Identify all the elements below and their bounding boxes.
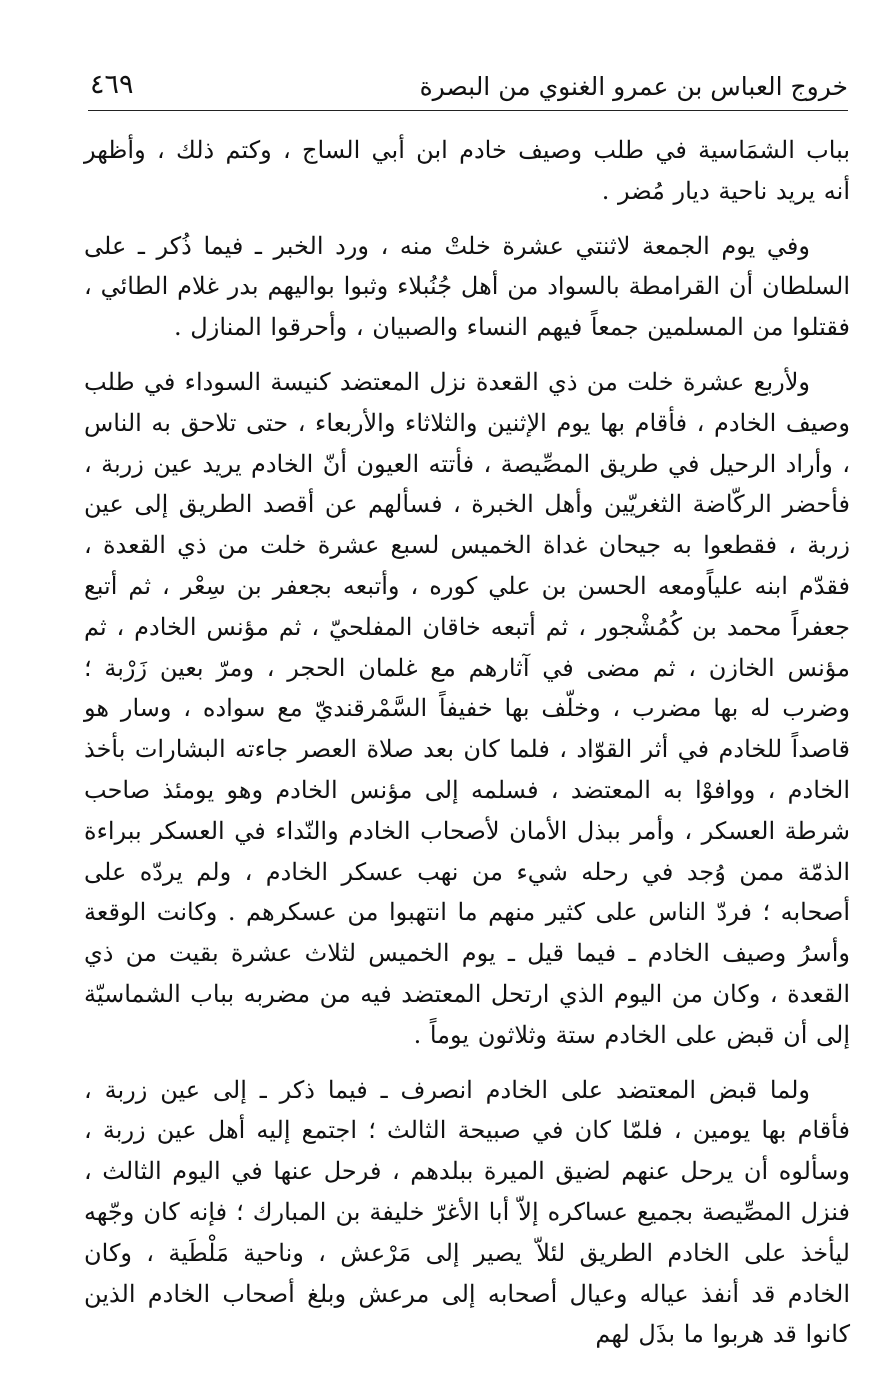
page-number: ٤٦٩ <box>90 69 134 100</box>
header-divider <box>88 110 848 111</box>
paragraph-continuation: بباب الشمَاسية في طلب وصيف خادم ابن أبي الساج ، وكتم ذلك ، وأظهر أنه يريد ناحية ديار مُضر . <box>84 136 850 205</box>
paragraph: ولما قبض المعتضد على الخادم انصرف ـ فيما ذكر ـ إلى عين زربة ، فأقام بها يومين ، فلمّا كان في صبيحة الثالث ؛ اجتمع إليه أهل عين زربة ، وسألوه أن يرحل عنهم لضيق الميرة ببلدهم ، فرحل عنها في اليوم الثالث ، فنزل المصِّيصة بجميع عساكره إلاّ أبا الأغرّ خليفة بن المبارك ؛ فإنه كان وجّهه ليأخذ على الخادم الطريق لئلاّ يصير إلى مَرْعش ، وناحية مَلْطَية ، وكان الخادم قد أنفذ عياله وعيال أصحابه إلى مرعش وبلغ أصحاب الخادم الذين كانوا قد هربوا ما بذَل لهم <box>84 1075 850 1349</box>
running-header <box>88 64 848 110</box>
body-text <box>84 130 850 1355</box>
paragraph: وفي يوم الجمعة لاثنتي عشرة خلتْ منه ، ورد الخبر ـ فيما ذُكر ـ على السلطان أن القرامطة بالسواد من أهل جُنُبلاء وثبوا بواليهم بدر غلام الطائي ، فقتلوا من المسلمين جمعاً فيهم النساء والصبيان ، وأحرقوا المنازل . <box>84 231 850 342</box>
paragraph: ولأربع عشرة خلت من ذي القعدة نزل المعتضد كنيسة السوداء في طلب وصيف الخادم ، فأقام بها يوم الإثنين والثلاثاء والأربعاء ، حتى تلاحق به الناس ، وأراد الرحيل في طريق المصِّيصة ، فأتته العيون أنّ الخادم يريد عين زربة ، فأحضر الركّاضة الثغريّين وأهل الخبرة ، فسألهم عن أقصد الطريق إلى عين زربة ، فقطعوا به جيحان غداة الخميس لسبع عشرة خلت من ذي القعدة ، فقدّم ابنه علياًومعه الحسن بن علي كوره ، وأتبعه بجعفر بن سِعْر ، ثم أتبع جعفراً محمد بن كُمُشْجور ، ثم أتبعه خاقان المفلحيّ ، ثم مؤنس الخادم ، ثم مؤنس الخازن ، ثم مضى في آثارهم مع غلمان الحجر ، ومرّ بعين زَرْبة ؛ وضرب له بها مضرب ، وخلّف بها خفيفاً السَّمْرقنديّ مع سواده ، وسار هو قاصداً للخادم في أثر القوّاد ، فلما كان بعد صلاة العصر جاءته البشارات بأخذ الخادم ، ووافوْا به المعتضد ، فسلمه إلى مؤنس الخادم وهو يومئذ صاحب شرطة العسكر ، وأمر ببذل الأمان لأصحاب الخادم والنّداء في العسكر ببراءة الذمّة ممن وُجد في رحله شيء من نهب عسكر الخادم ، ولم يردّه على أصحابه ؛ فردّ الناس على كثير منهم ما انتهبوا من عسكرهم . وكانت الوقعة وأسرُ وصيف الخادم ـ فيما قيل ـ يوم الخميس لثلاث عشرة بقيت من ذي القعدة ، وكان من اليوم الذي ارتحل المعتضد فيه من مضربه بباب الشماسيّة إلى أن قبض على الخادم ستة وثلاثون يوماً . <box>84 367 850 1049</box>
running-title: خروج العباس بن عمرو الغنوي من البصرة <box>419 72 848 101</box>
